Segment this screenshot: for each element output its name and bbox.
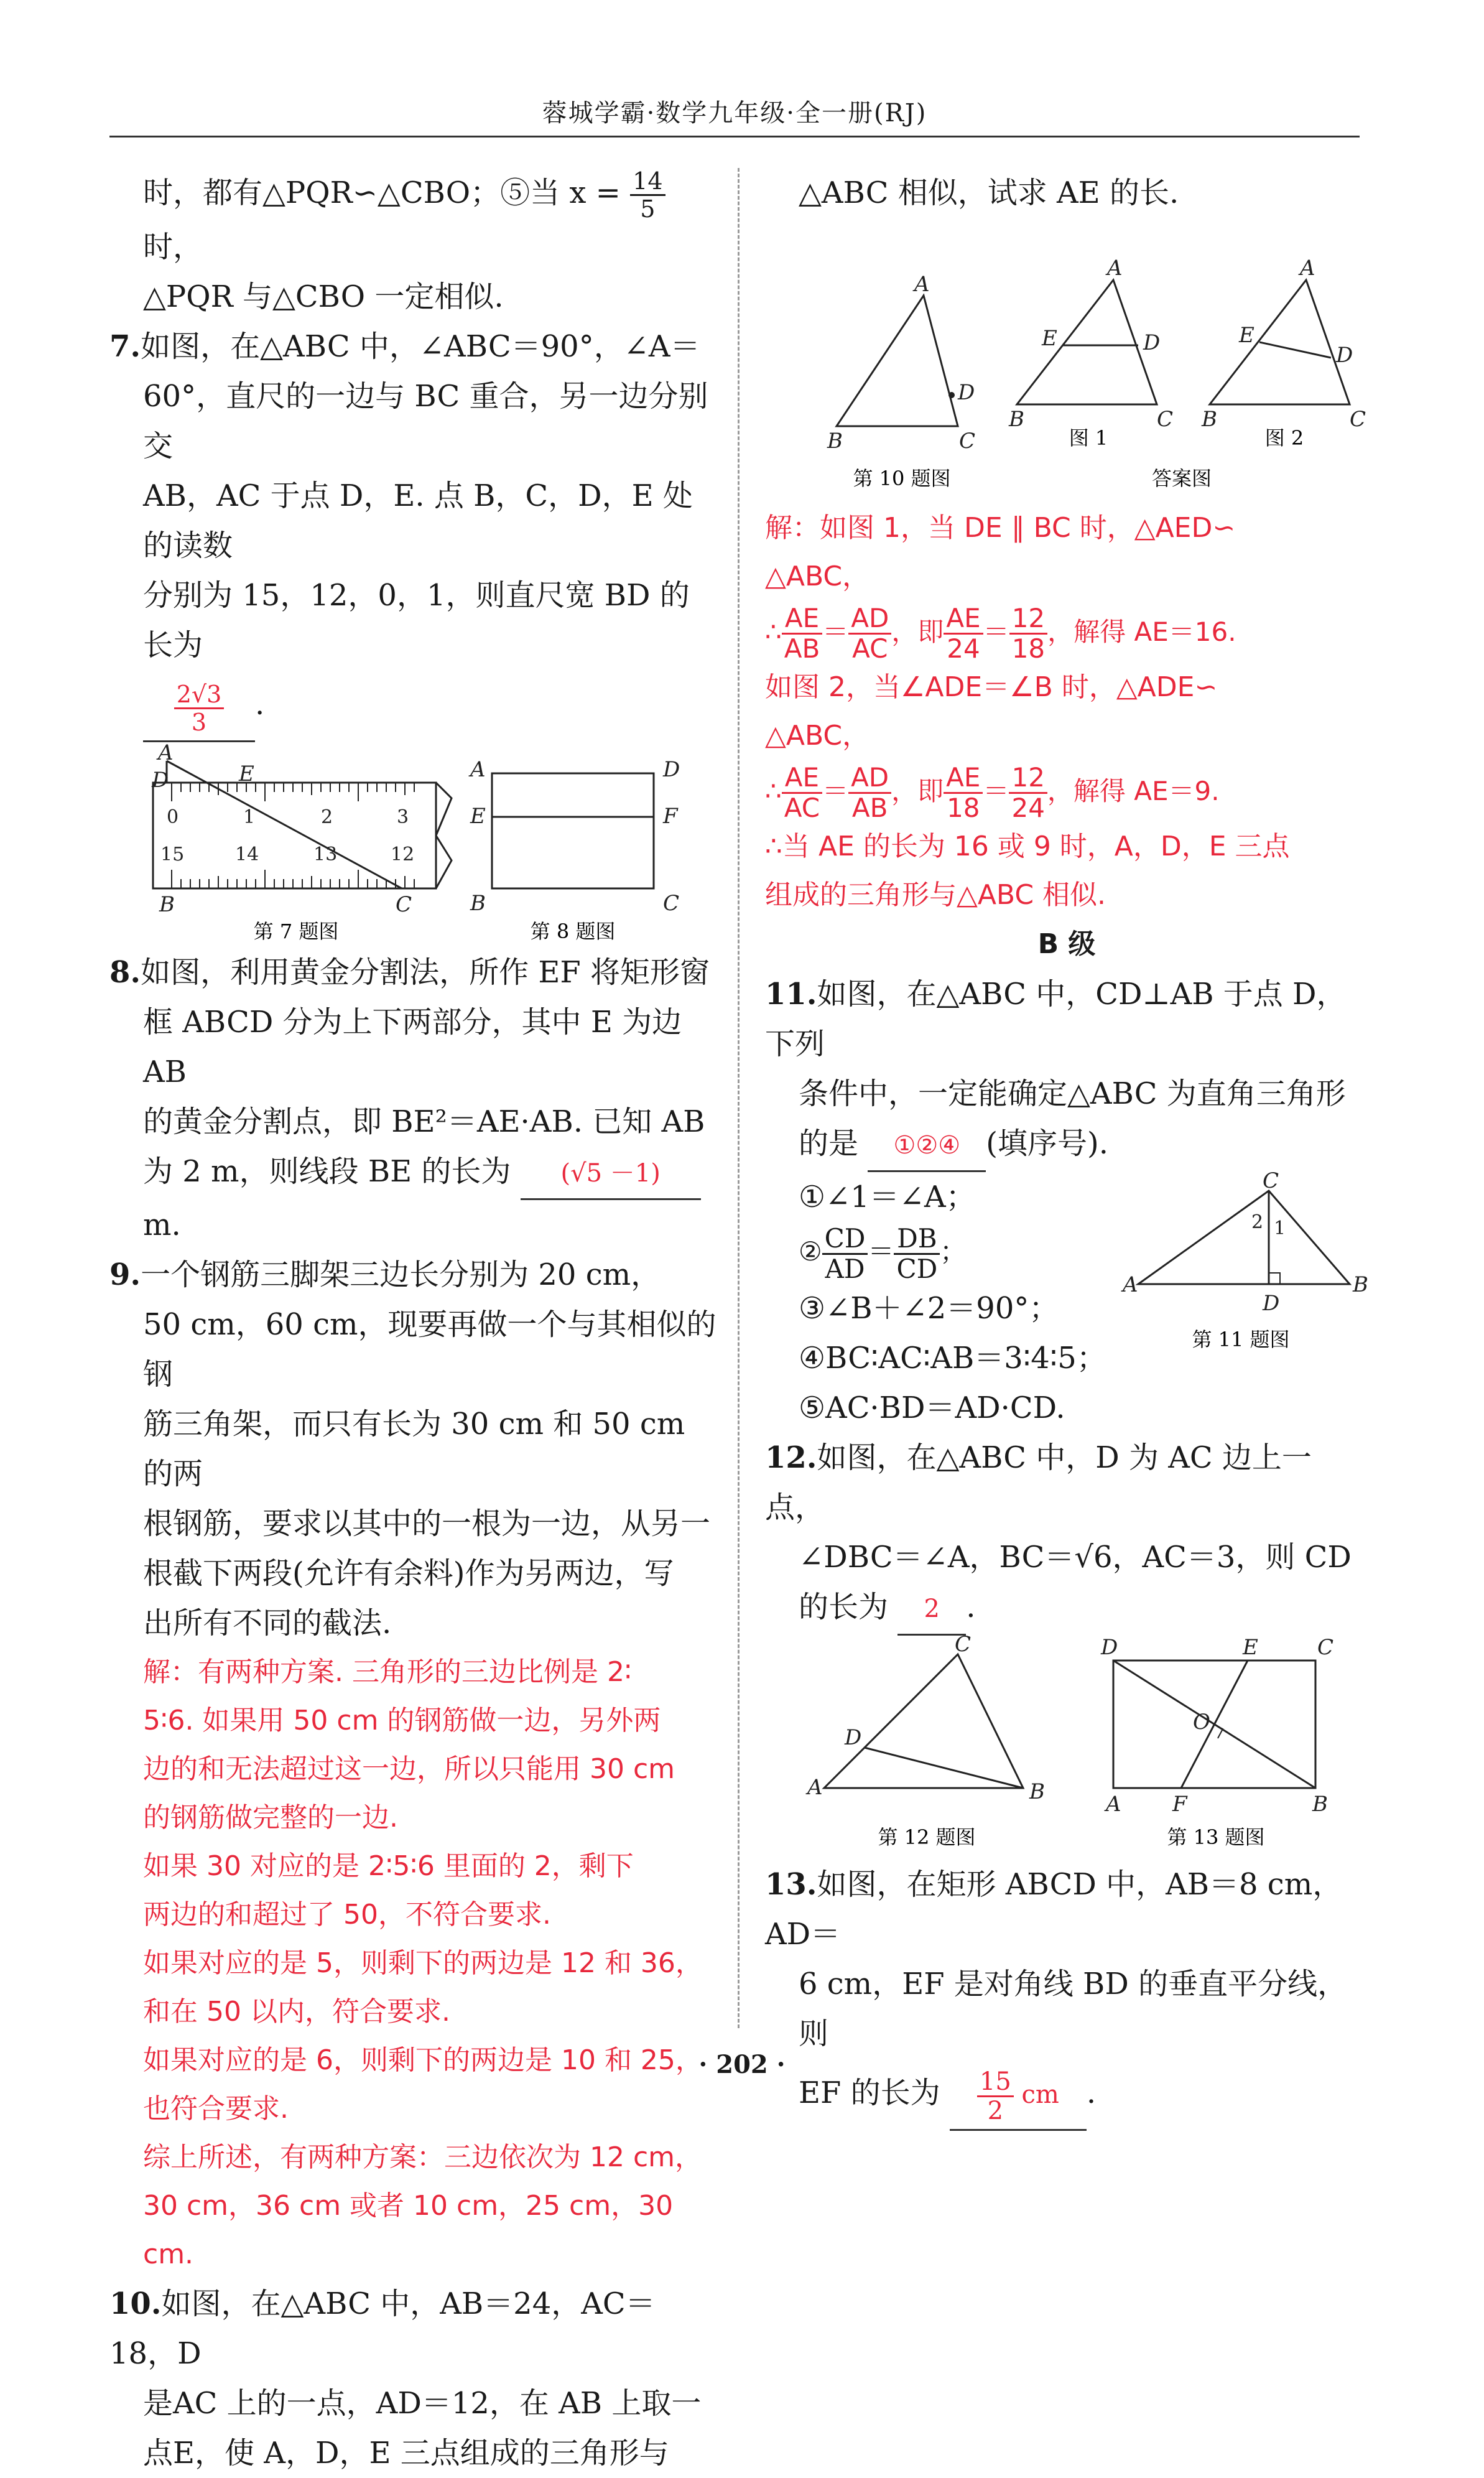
angle-2-label: 2 [1251,1211,1264,1233]
q11-text-3a: 的是 [799,1126,859,1161]
q13-line1 [765,1860,1368,1959]
frac-num: AE [782,763,822,794]
q9-number: 9. [109,1257,141,1292]
tick-top-1: 1 [243,806,256,828]
frac-num: DB [894,1224,940,1255]
label-A: A [1107,256,1123,281]
right-angle-mark [1269,1273,1280,1284]
q9-solution-line: 30 cm，36 cm 或者 10 cm，25 cm，30 cm. [143,2190,674,2270]
fraction-AE-AC [782,763,822,822]
frac-num: 12 [1009,763,1047,794]
label-A: A [1123,1272,1138,1297]
fraction-AE-18 [944,763,983,822]
fraction-CD-AD [822,1224,868,1283]
q9-solution-line: 如果 30 对应的是 2∶5∶6 里面的 2，剩下 [143,1850,634,1882]
fraction-DB-CD [894,1224,940,1283]
q8-line1 [109,948,719,997]
ruler-ticks [172,783,414,888]
therefore-symbol: ∴ [765,617,782,647]
label-B: B [1009,407,1024,432]
point-D [948,392,955,398]
label-E: E [1042,326,1057,351]
namely: ，即 [891,776,944,806]
answer-fig2-labels [1201,256,1366,432]
result-16: ，解得 AE＝16. [1047,617,1236,647]
frac-den: CD [896,1253,938,1284]
fig7-caption: 第 7 题图 [253,920,339,941]
label-D: D [1263,1291,1280,1316]
label-C: C [1157,407,1174,432]
q12-text-3b: . [966,1589,976,1624]
header-title: 蓉城学霸·数学九年级·全一册(RJ) [542,99,927,128]
header-rule [109,136,1360,137]
label-C: C [1263,1172,1279,1193]
q10-solution-line2: △ABC， [765,561,870,592]
q9-solution-line: 和在 50 以内，符合要求. [143,1996,450,2028]
label-C: C [1317,1635,1334,1660]
rectangle-ABCD [492,773,654,888]
tick-bottom-14: 14 [235,844,259,865]
q11-option-1: ①∠1＝∠A； [799,1180,976,1214]
q11-options-and-figure [765,1172,1368,1433]
q8-text-4b: m. [143,1208,181,1242]
frac-num: AD [848,604,891,635]
fraction-12-24 [1009,763,1047,822]
frac-num: AE [944,763,983,794]
label-E: E [1243,1635,1258,1660]
figure-12 [805,1636,1045,1849]
label-A: A [1300,256,1315,281]
q9-solution [109,1648,719,2279]
q11-text-1: 如图，在△ABC 中，CD⊥AB 于点 D，下列 [765,977,1347,1061]
q10-line2: 是AC 上的一点，AD＝12，在 AB 上取一 [143,2386,702,2421]
label-C: C [396,892,412,917]
q13-number: 13. [765,1866,817,1902]
ruler-break [436,783,452,888]
q7-line4: 分别为 15，12，0，1，则直尺宽 BD 的长为 [143,578,690,663]
label-D: D [845,1725,862,1750]
right-column [765,168,1368,2131]
label-B: B [159,892,175,917]
q9-line1 [109,1250,719,1300]
frac-den: AC [784,793,820,823]
q7-period: . [255,687,265,722]
equals: ＝ [868,1236,894,1267]
q7-number: 7. [109,329,141,364]
frac-num: 12 [1009,604,1047,635]
q6-text-a: 时，都有△PQR∽△CBO；⑤当 x = [143,175,621,210]
q11-option-4: ④BC∶AC∶AB＝3∶4∶5； [799,1340,1106,1376]
frac-den: 24 [1011,793,1045,823]
triangle-ABC-fig1 [1017,280,1157,404]
frac-den: AC [852,633,888,664]
q10-number: 10. [109,2286,162,2321]
label-A: A [914,272,930,297]
q10-solution-line6 [765,760,1368,822]
q10-line3: 点E，使 A，D，E 三点组成的三角形与 [143,2436,669,2471]
q8-line2: 框 ABCD 分为上下两部分，其中 E 为边 AB [143,1005,682,1089]
q12-text-3a: 的长为 [799,1589,889,1624]
q11-line2: 条件中，一定能确定△ABC 为直角三角形 [799,1076,1346,1111]
q11-answer-blank: ①②④ [868,1120,986,1172]
label-E: E [239,762,254,786]
semicolon: ； [940,1236,967,1267]
q6-text-b: 时， [143,230,203,264]
fraction-12-18 [1009,604,1047,663]
frac-num: AE [782,604,823,635]
q12-answer-blank: 2 [897,1584,966,1636]
q9-line3: 筋三角架，而只有长为 30 cm 和 50 cm 的两 [143,1407,685,1491]
tick-bottom-13: 13 [313,844,338,865]
q11-options [799,1172,1106,1433]
q9-line4: 根钢筋，要求以其中的一根为一边，从另一 [143,1506,711,1541]
q7-line1 [109,322,719,371]
angle-1-label: 1 [1274,1218,1286,1239]
label-D: D [958,380,975,405]
fraction-AD-AC [848,604,891,663]
frac-den: 24 [947,633,980,664]
q10-continuation: △ABC 相似，试求 AE 的长. [799,175,1179,210]
fig1-caption: 图 1 [1069,426,1108,450]
namely: ，即 [891,617,944,647]
q11-number: 11. [765,977,817,1012]
label-F: F [1172,1791,1187,1817]
q7-text-1: 如图，在△ABC 中，∠ABC＝90°，∠A＝ [141,329,700,364]
q9-line6: 出所有不同的截法. [143,1606,392,1641]
level-b-heading: B 级 [1037,928,1096,960]
fraction-AD-AB [848,763,891,822]
option-2-marker: ② [799,1236,822,1267]
q12-line1 [765,1433,1368,1532]
equals: ＝ [822,617,849,647]
q7-answer-line [109,670,719,742]
frac-den: 18 [1011,633,1046,664]
label-B: B [1029,1779,1045,1804]
label-D: D [1101,1635,1118,1660]
q7-answer-fraction [174,681,225,735]
q7-line2: 60°，直尺的一边与 BC 重合，另一边分别交 [143,379,708,463]
frac-den: 5 [640,195,656,223]
q9-line2: 50 cm，60 cm，现要再做一个与其相似的钢 [143,1307,716,1392]
q8-line3: 的黄金分割点，即 BE²＝AE·AB. 已知 AB [143,1104,705,1139]
frac-den: 18 [947,793,980,823]
frac-num: 14 [630,168,665,196]
label-C: C [663,891,680,916]
label-B: B [1312,1791,1328,1817]
equals: ＝ [822,776,849,806]
label-F: F [663,804,678,829]
q9-solution-line: 如果对应的是 6，则剩下的两边是 10 和 25， [143,2044,703,2076]
q11-option-5: ⑤AC·BD＝AD·CD. [799,1390,1065,1425]
q9-solution-line: 也符合要求. [143,2093,289,2125]
frac-num: AE [944,604,983,635]
q10-solution-line5: △ABC， [765,720,870,752]
frac-num: CD [822,1224,868,1255]
answer-figure-2 [1201,256,1366,450]
segment-BD [865,1748,1023,1788]
q8-line4 [109,1147,719,1250]
tick-top-2: 2 [321,806,333,828]
q9-solution-line: 5∶6. 如果用 50 cm 的钢筋做一边，另外两 [143,1705,661,1736]
q9-solution-line: 两边的和超过了 50，不符合要求. [143,1899,551,1931]
label-D: D [663,757,680,782]
q13-answer-unit: cm [1021,2080,1059,2109]
ruler-body [153,783,436,888]
label-D: D [1143,330,1161,355]
label-A: A [807,1774,823,1800]
q7-answer-blank [143,672,255,742]
figure-11 [1107,1172,1368,1371]
frac-num: 2√3 [174,681,225,709]
triangle-ABC [1138,1191,1350,1284]
q13-line2: 6 cm，EF 是对角线 BD 的垂直平分线，则 [799,1966,1348,2051]
figures-12-13 [765,1636,1368,1853]
therefore-symbol: ∴ [765,776,782,806]
answer-figure-1 [1008,256,1173,450]
column-divider [738,168,740,2028]
label-C: C [959,429,976,454]
right-angle-mark [1214,1725,1223,1738]
q10-text-1: 如图，在△ABC 中，AB＝24，AC＝18，D [109,2286,656,2371]
q11-option-2 [799,1222,1106,1283]
label-D: D [152,768,169,793]
label-B: B [1202,407,1217,432]
figure-13 [1100,1636,1333,1849]
frac-den: AB [851,793,888,823]
q9-text-1: 一个钢筋三脚架三边长分别为 20 cm， [141,1257,661,1292]
q9-solution-line: 综上所述，有两种方案：三边依次为 12 cm， [143,2141,703,2173]
q13-text-3a: EF 的长为 [799,2075,940,2110]
fig10-caption: 第 10 题图 [853,467,951,490]
q9-line5: 根截下两段(允许有余料)作为另两边，写 [143,1556,674,1591]
q9-solution-line: 边的和无法超过这一边，所以只能用 30 cm [143,1753,675,1785]
label-E: E [1239,323,1254,348]
fraction-AE-AB [782,604,823,663]
frac-den: AD [825,1253,865,1284]
figure-10 [827,272,975,490]
figure-10-group [765,218,1368,491]
fig2-caption: 图 2 [1264,426,1304,450]
hypotenuse-AC [167,761,402,888]
label-B: B [470,891,486,916]
q10-solution-line8: 组成的三角形与△ABC 相似. [765,879,1106,911]
label-B: B [1353,1272,1368,1297]
q10-line1 [109,2279,719,2378]
fig11-labels [1121,1172,1368,1316]
equals: ＝ [983,776,1009,806]
q12-line2: ∠DBC＝∠A，BC＝√6，AC＝3，则 CD [799,1539,1352,1575]
label-D: D [1336,343,1353,368]
label-A: A [470,757,486,782]
label-B: B [827,429,843,454]
q11-line1 [765,969,1368,1069]
q12-text-1: 如图，在△ABC 中，D 为 AC 边上一点， [765,1440,1312,1525]
fig11-caption: 第 11 题图 [1192,1328,1290,1351]
q12-number: 12. [765,1440,817,1475]
segment-DE-antiparallel [1259,342,1331,358]
label-E: E [470,804,486,829]
q10-solution-line1: 解：如图 1，当 DE ∥ BC 时，△AED∽ [765,512,1236,544]
label-A: A [158,742,174,765]
fig12-caption: 第 12 题图 [878,1825,976,1849]
q11-option-3: ③∠B＋∠2＝90°； [799,1290,1059,1326]
fig13-caption: 第 13 题图 [1167,1825,1265,1849]
frac-den: AB [784,633,820,664]
q13-period: . [1086,2075,1097,2110]
q9-solution-line: 解：有两种方案. 三角形的三边比例是 2∶ [143,1656,632,1688]
triangle-ABC [837,296,958,426]
tick-bottom-15: 15 [160,844,185,865]
tick-bottom-12: 12 [391,844,415,865]
q8-number: 8. [109,955,141,990]
q11-text-3b: (填序号). [986,1126,1108,1161]
triangle-ABC-fig2 [1210,280,1350,404]
ruler-top-numbers [167,806,409,828]
q11-line3 [765,1119,1368,1172]
q8-text-1: 如图，利用黄金分割法，所作 EF 将矩形窗 [141,955,710,990]
q10-solution-line4: 如图 2，当∠ADE＝∠B 时，△ADE∽ [765,671,1218,703]
q8-text-4a: 为 2 m，则线段 BE 的长为 [143,1154,511,1189]
fig12-labels [805,1636,1045,1804]
q9-solution-line: 如果对应的是 5，则剩下的两边是 12 和 36， [143,1947,703,1979]
q8-answer-blank: (√5 －1) [521,1148,701,1200]
q10-solution-line7: ∴当 AE 的长为 16 或 9 时，A，D，E 三点 [765,831,1290,862]
q10-solution-line3 [765,601,1368,663]
fig8-labels [468,757,680,916]
label-C: C [955,1635,972,1657]
fraction-14-5 [630,168,665,222]
equals: ＝ [983,617,1009,647]
q6-continuation-line2: △PQR 与△CBO 一定相似. [143,279,504,314]
ruler-bottom-numbers [160,844,414,865]
tick-top-0: 0 [167,806,179,828]
label-A: A [1106,1791,1121,1817]
q9-solution-line: 的钢筋做完整的一边. [143,1802,398,1833]
label-O: O [1193,1709,1210,1735]
answer-figure-caption: 答案图 [1151,467,1212,490]
q6-continuation-line1 [109,168,719,272]
q7-line3: AB，AC 于点 D，E. 点 B，C，D，E 处的读数 [143,478,693,563]
figure-8 [468,757,680,941]
q13-text-1: 如图，在矩形 ABCD 中，AB＝8 cm，AD＝ [765,1866,1343,1952]
frac-num: 15 [977,2068,1014,2097]
tick-top-3: 3 [397,806,409,828]
q12-line3 [765,1582,1368,1636]
figures-7-8 [109,742,719,941]
fig7-labels [151,742,415,917]
page-number: · 202 · [698,2050,786,2079]
answer-fig1-labels [1008,256,1173,432]
fig8-caption: 第 8 题图 [530,920,616,941]
result-9: ，解得 AE＝9. [1047,776,1220,806]
frac-den: 3 [191,709,207,736]
fraction-AE-24 [944,604,983,663]
frac-num: AD [848,763,891,794]
label-C: C [1350,407,1366,432]
triangle-ABC [824,1654,1023,1788]
left-column [109,168,719,2478]
figure-7 [151,742,452,941]
frac-den: 2 [987,2097,1004,2125]
